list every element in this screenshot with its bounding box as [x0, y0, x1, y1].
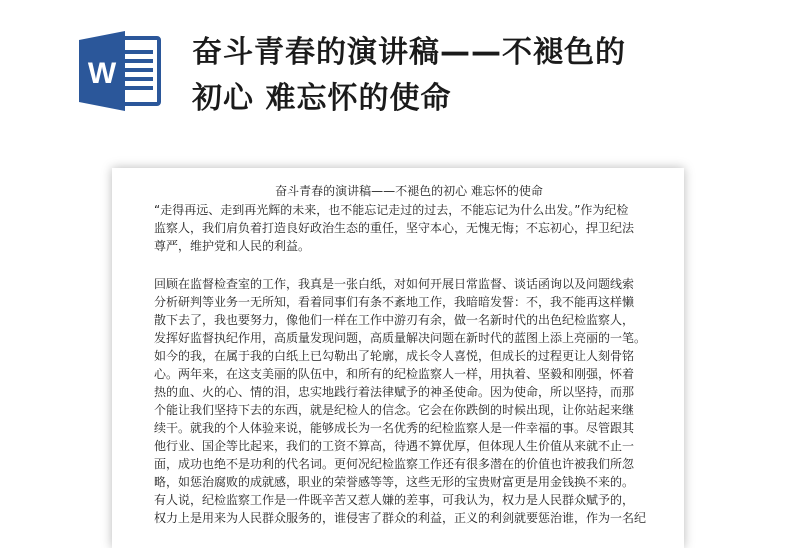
document-heading: 奋斗青春的演讲稿——不褪色的初心 难忘怀的使命: [275, 184, 543, 198]
header: [0, 0, 800, 150]
text-line: 回顾在监督检查室的工作，我真是一张白纸，对如何开展日常监督、谈话函询以及问题线索: [154, 277, 635, 291]
word-icon-letter: W: [87, 57, 117, 90]
word-icon: [75, 26, 165, 116]
text-line: 发挥好监督执纪作用，高质量发现问题，高质量解决问题在新时代的蓝图上添上亮丽的一笔。: [154, 331, 647, 345]
text-line: 监察人，我们肩负着打造良好政治生态的重任，坚守本心，无愧无悔；不忘初心，捍卫纪法: [154, 221, 635, 235]
paragraph-1: [154, 201, 664, 255]
paragraph-gap: [154, 255, 664, 275]
page-title: [192, 30, 772, 122]
text-line: 散下去了，我也要努力，像他们一样在工作中游刃有余，做一名新时代的出色纪检监察人，: [154, 313, 635, 327]
text-line: 分析研判等业务一无所知，看着同事们有条不紊地工作，我暗暗发誓：不，我不能再这样懒: [154, 295, 635, 309]
text-line: “走得再远、走到再光辉的未来，也不能忘记走过的过去，不能忘记为什么出发。”作为纪检: [154, 203, 629, 217]
text-line: 权力上是用来为人民群众服务的，谁侵害了群众的利益，正义的利剑就要惩治谁，作为一名纪: [154, 511, 647, 525]
text-line: 个能让我们坚持下去的东西，就是纪检人的信念。它会在你跌倒的时候出现，让你站起来继: [154, 403, 635, 417]
title-line: 初心 难忘怀的使命: [192, 81, 452, 116]
text-line: 心。两年来，在这支美丽的队伍中，和所有的纪检监察人一样，用执着、坚毅和刚强，怀着: [154, 367, 635, 381]
document-page: [112, 168, 684, 548]
text-line: 他行业、国企等比起来，我们的工资不算高，待遇不算优厚，但体现人生价值从来就不止一: [154, 439, 635, 453]
text-line: 尊严，维护党和人民的利益。: [154, 239, 311, 253]
text-line: 面，成功也绝不是功利的代名词。更何况纪检监察工作还有很多潜在的价值也许被我们所忽: [154, 457, 635, 471]
title-line: 奋斗青春的演讲稿——不褪色的: [192, 35, 626, 70]
text-line: 如今的我，在属于我的白纸上已勾勒出了轮廓，成长令人喜悦，但成长的过程更让人刻骨铭: [154, 349, 635, 363]
text-line: 略，如惩治腐败的成就感，职业的荣誉感等等，这些无形的宝贵财富更是用金钱换不来的。: [154, 475, 635, 489]
text-line: 热的血、火的心、情的泪，忠实地践行着法律赋予的神圣使命。因为使命，所以坚持，而那: [154, 385, 635, 399]
text-line: 续干。就我的个人体验来说，能够成长为一名优秀的纪检监察人是一件幸福的事。尽管跟其: [154, 421, 635, 435]
text-line: 有人说，纪检监察工作是一件既辛苦又惹人嫌的差事，可我认为，权力是人民群众赋予的，: [154, 493, 635, 507]
paragraph-2: [154, 275, 664, 527]
